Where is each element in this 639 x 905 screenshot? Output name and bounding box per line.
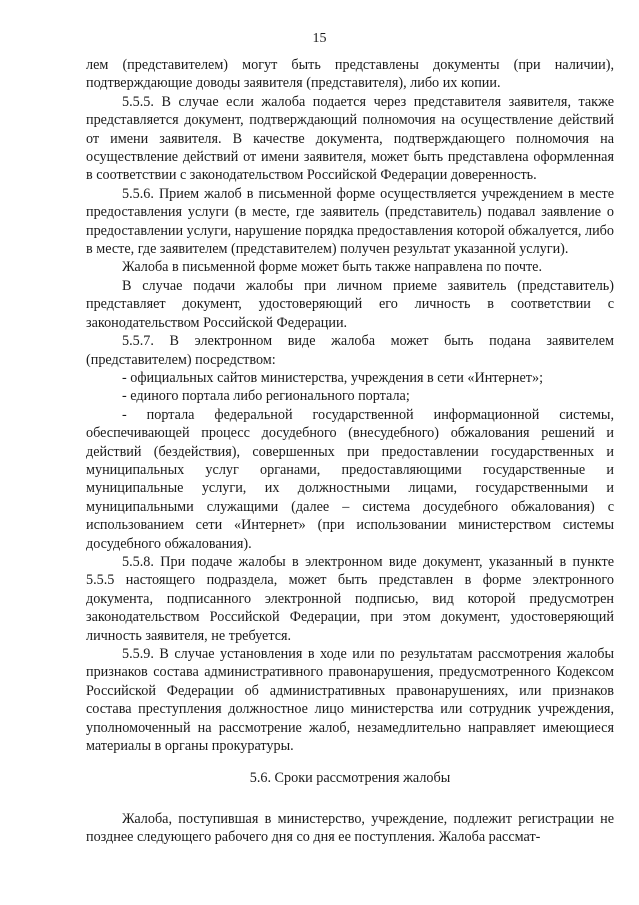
list-item: - единого портала либо регионального портала; — [122, 388, 410, 405]
list-item: - портала федеральной государственной информационной системы, обеспечивающей процесс досудебного (внесудебного) обжалования решений и действий (бездействия), совершенных при предоставлении государственных и муниципальных услуг органами, предоставляющими государственные и муниципальные услуги, их должностными лицами, государственными и муниципальными служащими (далее – система досудебного обжалования) с использованием сети «Интернет» (при использовании министерством системы досудебного обжалования). — [86, 406, 614, 552]
paragraph-5-5-7: 5.5.7. В электронном виде жалоба может быть подана заявителем (представителем) посредством: — [86, 333, 614, 368]
page-number: 15 — [312, 31, 327, 46]
paragraph-final: Жалоба, поступившая в министерство, учреждение, подлежит регистрации не позднее следующего рабочего дня со дня ее поступления. Жалоба рассмат- — [86, 810, 614, 846]
paragraph-continuation: лем (представителем) могут быть представлены документы (при наличии), подтверждающие доводы заявителя (представителя), либо их копии. — [86, 57, 614, 92]
section-heading: 5.6. Сроки рассмотрения жалобы — [249, 770, 451, 787]
page-content — [86, 56, 614, 847]
paragraph-5-5-9: 5.5.9. В случае установления в ходе или по результатам рассмотрения жалобы признаков состава административного правонарушения, предусмотренного Кодексом Российской Федерации об административных правонарушениях, или признаков состава преступления должностное лицо министерства или сотрудник учреждения, уполномоченный на рассмотрение жалоб, незамедлительно направляет имеющиеся материалы в органы прокуратуры. — [86, 646, 614, 755]
paragraph-5-5-5: 5.5.5. В случае если жалоба подается через представителя заявителя, также представляется документ, подтверждающий полномочия на осуществление действий от имени заявителя. В качестве документа, подтверждающего полномочия на осуществление действий от имени заявителя, может быть представлена оформленная в соответствии с законодательством Российской Федерации доверенность. — [86, 93, 614, 184]
paragraph-personal-reception: В случае подачи жалобы при личном приеме заявитель (представитель) представляет документ, удостоверяющий его личность в соответствии с законодательством Российской Федерации. — [86, 277, 614, 331]
paragraph-5-5-8: 5.5.8. При подаче жалобы в электронном виде документ, указанный в пункте 5.5.5 настоящего подраздела, может быть представлен в форме электронного документа, подписанного электронной подписью, вид которой предусмотрен законодательством Российской Федерации, при этом документ, удостоверяющий личность заявителя, не требуется. — [86, 553, 614, 644]
paragraph-5-5-6: 5.5.6. Прием жалоб в письменной форме осуществляется учреждением в месте предоставления услуги (в месте, где заявитель (представитель) подавал заявление о предоставлении услуги, нарушение порядка предоставления которой обжалуется, либо в месте, где заявителем (представителем) получен результат указанной услуги). — [86, 185, 614, 258]
list-item: - официальных сайтов министерства, учреждения в сети «Интернет»; — [122, 369, 544, 386]
paragraph-postal: Жалоба в письменной форме может быть также направлена по почте. — [122, 259, 543, 276]
